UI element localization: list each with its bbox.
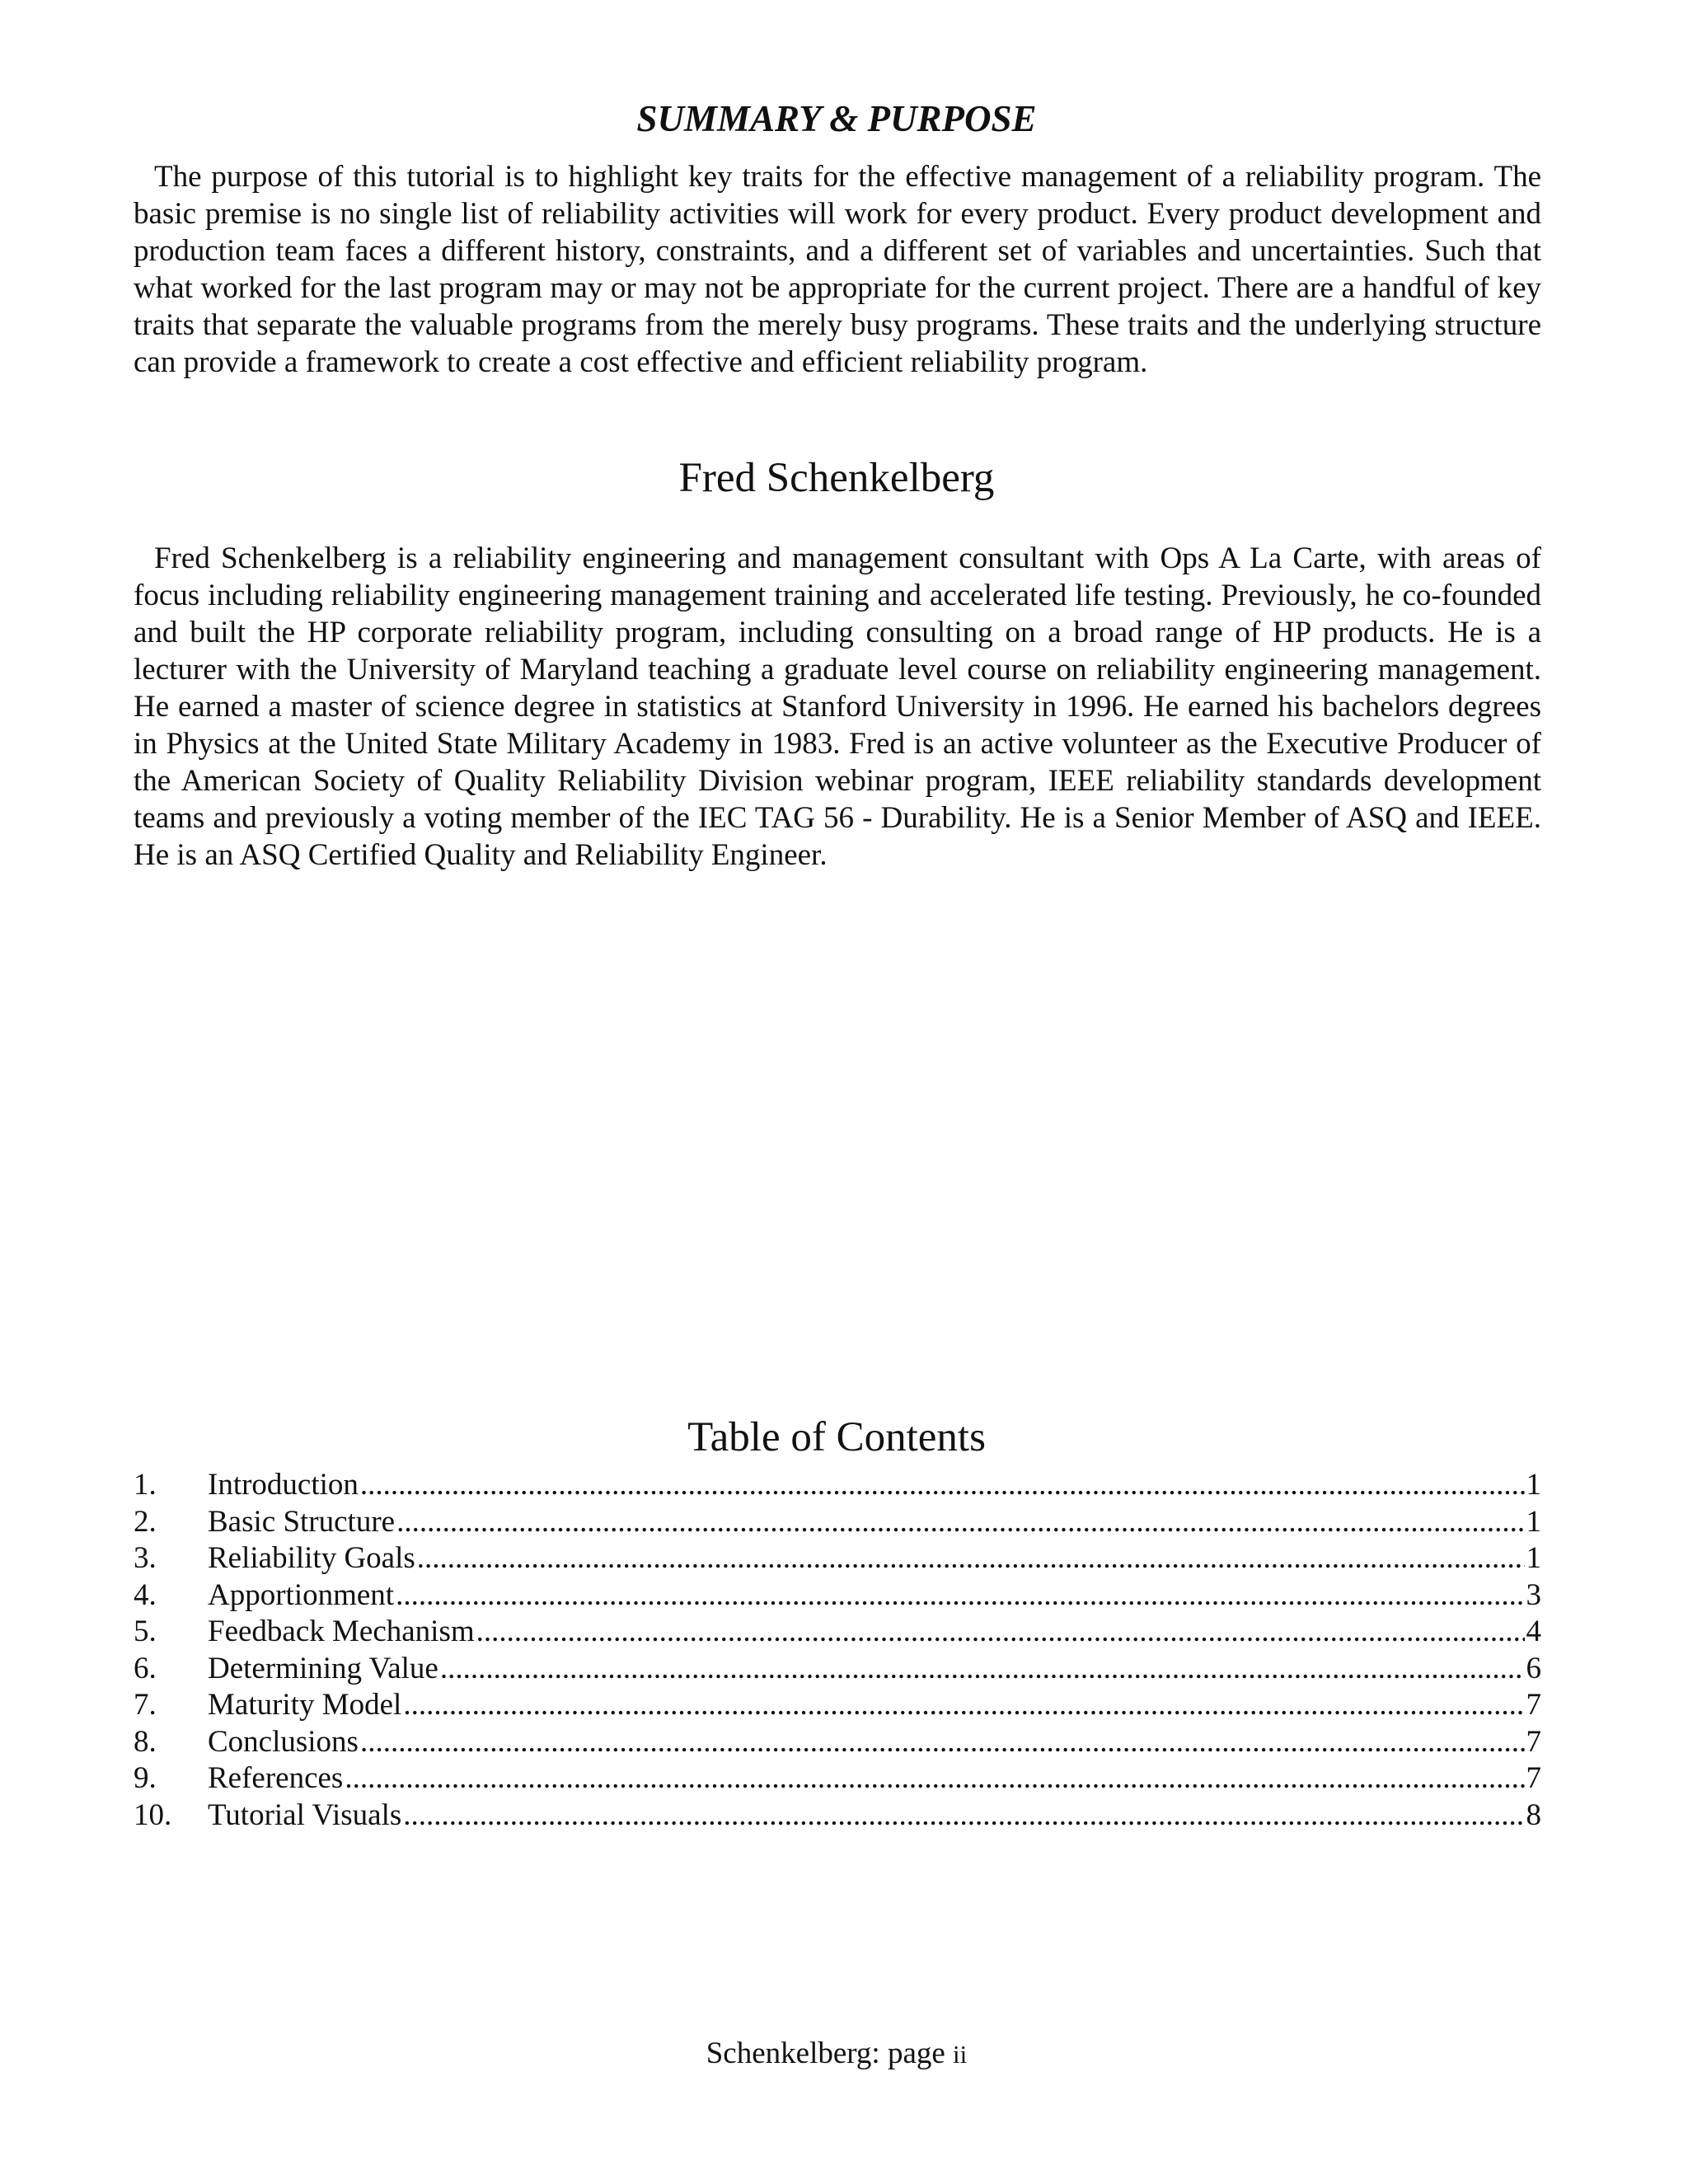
toc-dot-leader [345, 1760, 1524, 1797]
toc-entry-page: 1 [1526, 1468, 1541, 1502]
toc-entry-page: 1 [1526, 1541, 1541, 1575]
toc-dot-leader [360, 1724, 1525, 1761]
toc-dot-leader [396, 1577, 1524, 1615]
toc-entry-page: 7 [1526, 1688, 1541, 1722]
toc-dot-leader [417, 1540, 1525, 1577]
toc-entry-number: 1. [134, 1468, 157, 1502]
toc-dot-leader [396, 1504, 1524, 1541]
toc-entry-title: Reliability Goals [208, 1541, 415, 1575]
toc-entry-title: Tutorial Visuals [208, 1797, 402, 1832]
toc-entry-number: 6. [134, 1651, 157, 1685]
toc-entry[interactable] [134, 1760, 1541, 1797]
toc-heading: Table of Contents [687, 1414, 986, 1460]
toc-entry-page: 1 [1526, 1504, 1541, 1539]
summary-paragraph: The purpose of this tutorial is to highlight key traits for the effective management of a reliability program. The basic premise is no single list of reliability activities will work for every product. Every product development and production team faces a different history, constraints, and a different set of variables and uncertainties. Such that what worked for the last program may or may not be appropriate for the current project. There are a handful of key traits that separate the valuable programs from the merely busy programs. These traits and the underlying structure can provide a framework to create a cost effective and efficient reliability program. [134, 160, 1541, 379]
toc-entry[interactable] [134, 1687, 1541, 1724]
toc-entry-title: Basic Structure [208, 1504, 396, 1539]
toc-entry-page: 3 [1526, 1577, 1541, 1612]
toc-entry[interactable] [134, 1540, 1541, 1577]
toc-entry-page: 7 [1526, 1761, 1541, 1795]
toc-entry-title: Feedback Mechanism [208, 1615, 475, 1648]
toc-entry-number: 10. [134, 1797, 172, 1832]
summary-heading: SUMMARY & PURPOSE [636, 98, 1037, 139]
toc-dot-leader [360, 1467, 1525, 1504]
toc-entry-number: 4. [134, 1577, 157, 1612]
footer-page-number: ii [953, 2040, 968, 2069]
toc-entry-title: Conclusions [208, 1724, 359, 1759]
toc-entry-number: 7. [134, 1688, 157, 1722]
toc-entry-page: 4 [1526, 1615, 1541, 1648]
toc-entry[interactable] [134, 1724, 1541, 1761]
toc-entry[interactable] [134, 1797, 1541, 1835]
toc-entry-number: 5. [134, 1615, 157, 1648]
toc-entry-page: 6 [1526, 1651, 1541, 1685]
toc-entry-number: 2. [134, 1504, 157, 1539]
footer-label: Schenkelberg: page [706, 2036, 945, 2070]
toc-list [134, 1467, 1541, 1834]
toc-entry-title: Maturity Model [208, 1688, 402, 1722]
toc-entry-number: 9. [134, 1761, 157, 1795]
toc-entry[interactable] [134, 1651, 1541, 1688]
toc-dot-leader [403, 1687, 1524, 1724]
toc-entry-page: 8 [1526, 1797, 1541, 1832]
author-name-heading: Fred Schenkelberg [678, 455, 995, 501]
toc-entry[interactable] [134, 1467, 1541, 1504]
toc-entry[interactable] [134, 1504, 1541, 1541]
toc-entry-title: Introduction [208, 1468, 359, 1502]
toc-entry[interactable] [134, 1577, 1541, 1615]
toc-entry-title: Apportionment [208, 1577, 395, 1612]
toc-dot-leader [440, 1651, 1525, 1688]
toc-entry-page: 7 [1526, 1724, 1541, 1759]
toc-entry[interactable] [134, 1614, 1541, 1651]
toc-entry-number: 3. [134, 1541, 157, 1575]
toc-entry-title: Determining Value [208, 1651, 438, 1685]
author-bio-paragraph: Fred Schenkelberg is a reliability engineering and management consultant with Ops A La Carte, with areas of focus including reliability engineering management training and accelerated life testing. Previously, he co-founded and built the HP corporate reliability program, including consulting on a broad range of HP products. He is a lecturer with the University of Maryland teaching a graduate level course on reliability engineering management. He earned a master of science degree in statistics at Stanford University in 1996. He earned his bachelors degrees in Physics at the United State Military Academy in 1983. Fred is an active volunteer as the Executive Producer of the American Society of Quality Reliability Division webinar program, IEEE reliability standards development teams and previously a voting member of the IEC TAG 56 - Durability. He is a Senior Member of ASQ and IEEE. He is an ASQ Certified Quality and Reliability Engineer. [134, 541, 1541, 872]
toc-dot-leader [476, 1614, 1525, 1651]
page-footer [132, 2036, 1541, 2073]
toc-entry-title: References [208, 1761, 344, 1795]
toc-dot-leader [403, 1797, 1524, 1835]
toc-entry-number: 8. [134, 1724, 157, 1759]
